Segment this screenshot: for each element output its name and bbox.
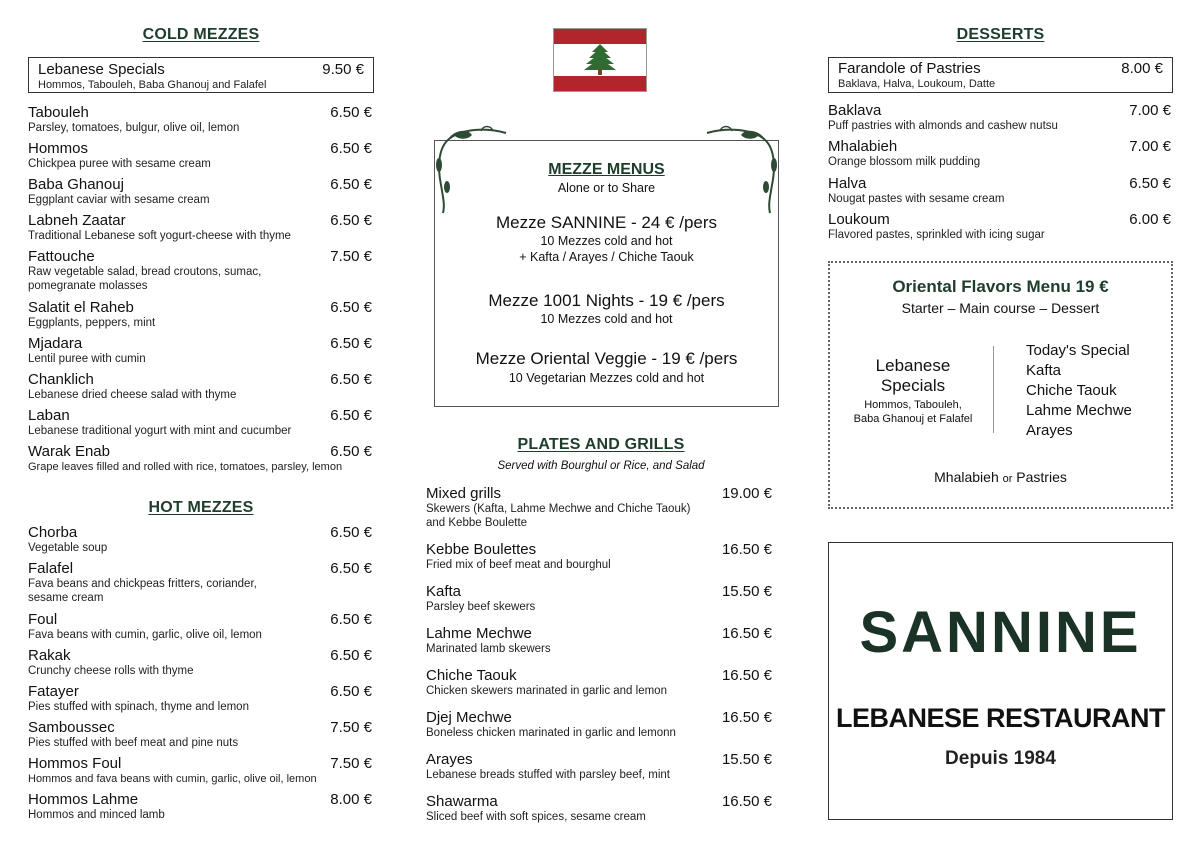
dessert-option: Pastries	[1016, 469, 1067, 485]
flag-graphic	[554, 29, 646, 91]
item-desc: Marinated lamb skewers	[426, 643, 551, 655]
item-price: 6.50 €	[1129, 175, 1171, 192]
item-name: Salatit el Raheb	[28, 299, 134, 316]
item-price: 16.50 €	[721, 709, 772, 726]
cold-mezzes-title: COLD MEZZES	[142, 26, 260, 43]
item-price: 6.50 €	[330, 299, 372, 316]
item-name: Kebbe Boulettes	[426, 541, 537, 558]
main-item: Arayes	[1026, 422, 1073, 439]
main-item: Lahme Mechwe	[1026, 402, 1132, 419]
menu-item	[426, 485, 776, 530]
menu-item	[28, 176, 374, 207]
oriental-menu-box	[828, 261, 1173, 509]
mezze-menus-title: MEZZE MENUS	[548, 161, 665, 178]
item-price: 16.50 €	[721, 625, 772, 642]
item-price: 6.50 €	[330, 176, 372, 193]
starter-desc: Hommos, Tabouleh,	[864, 399, 962, 411]
divider	[993, 346, 994, 433]
item-price: 7.00 €	[1129, 138, 1171, 155]
item-price: 6.00 €	[1129, 211, 1171, 228]
menu-item	[28, 299, 374, 330]
item-price: 7.50 €	[330, 248, 372, 265]
starter-title: Lebanese	[875, 356, 951, 375]
item-desc: Traditional Lebanese soft yogurt-cheese with thyme	[28, 230, 291, 242]
item-price: 6.50 €	[330, 524, 372, 541]
item-price: 6.50 €	[330, 560, 372, 577]
item-desc: Chicken skewers marinated in garlic and lemon	[426, 685, 667, 697]
item-desc: Eggplants, peppers, mint	[28, 317, 156, 329]
item-desc: Pies stuffed with spinach, thyme and lemon	[28, 701, 249, 713]
item-price: 6.50 €	[330, 407, 372, 424]
main-item: Chiche Taouk	[1026, 382, 1117, 399]
item-price: 7.00 €	[1129, 102, 1171, 119]
item-price: 7.50 €	[330, 755, 372, 772]
hot-mezzes-title: HOT MEZZES	[148, 499, 254, 516]
item-desc: Hommos and fava beans with cumin, garlic, olive oil, lemon	[28, 773, 317, 785]
item-desc: Lentil puree with cumin	[28, 353, 146, 365]
item-name: Mjadara	[28, 335, 83, 352]
brand-name: SANNINE	[859, 600, 1142, 665]
item-desc: Skewers (Kafta, Lahme Mechwe and Chiche Taouk) and Kebbe Boulette	[426, 503, 691, 529]
lebanese-flag	[553, 28, 647, 92]
item-price: 6.50 €	[330, 371, 372, 388]
menu-item	[28, 371, 374, 402]
item-name: Rakak	[28, 647, 71, 664]
menu-sannine-name: Mezze SANNINE - 24 € /pers	[495, 213, 718, 232]
item-desc: Puff pastries with almonds and cashew nutsu	[828, 120, 1058, 132]
item-name: Baba Ghanouj	[28, 176, 124, 193]
menu-item	[28, 407, 374, 438]
item-name: Farandole of Pastries	[838, 60, 981, 77]
item-name: Samboussec	[28, 719, 115, 736]
item-price: 6.50 €	[330, 683, 372, 700]
menu-item	[28, 248, 374, 293]
item-desc: Flavored pastes, sprinkled with icing sugar	[828, 229, 1045, 241]
farandole-box	[828, 57, 1173, 93]
menu-1001-name: Mezze 1001 Nights - 19 € /pers	[488, 291, 725, 310]
item-desc: Lebanese traditional yogurt with mint and cucumber	[28, 425, 292, 437]
lebanese-specials-box	[28, 57, 374, 93]
item-desc: Lebanese breads stuffed with parsley beef, mint	[426, 769, 670, 781]
item-desc: Parsley beef skewers	[426, 601, 536, 613]
item-desc: Lebanese dried cheese salad with thyme	[28, 389, 237, 401]
item-price: 6.50 €	[330, 335, 372, 352]
item-price: 6.50 €	[330, 647, 372, 664]
main-item: Today's Special	[1026, 342, 1130, 359]
item-desc: Vegetable soup	[28, 542, 108, 554]
item-price: 9.50 €	[322, 61, 364, 78]
item-price: 6.50 €	[330, 212, 372, 229]
item-name: Laban	[28, 407, 70, 424]
item-name: Falafel	[28, 560, 74, 577]
item-desc: Fried mix of beef meat and bourghul	[426, 559, 611, 571]
menu-item	[828, 102, 1173, 133]
item-price: 16.50 €	[721, 541, 772, 558]
menu-item	[28, 611, 374, 642]
menu-item	[426, 751, 776, 782]
desserts-title: DESSERTS	[956, 26, 1045, 43]
oriental-starter	[838, 356, 988, 426]
item-price: 7.50 €	[330, 719, 372, 736]
item-name: Foul	[28, 611, 58, 628]
item-name: Lebanese Specials	[38, 61, 165, 78]
item-desc: Sliced beef with soft spices, sesame cream	[426, 811, 646, 823]
item-name: Lahme Mechwe	[426, 625, 532, 642]
menu-item	[426, 583, 776, 614]
item-price: 8.00 €	[1121, 60, 1163, 77]
menu-item	[426, 541, 776, 572]
item-name: Baklava	[828, 102, 882, 119]
starter-title: Specials	[880, 376, 946, 395]
item-desc: Boneless chicken marinated in garlic and lemonn	[426, 727, 676, 739]
item-name: Chorba	[28, 524, 78, 541]
brand-box	[828, 542, 1173, 820]
menu-item	[426, 793, 776, 824]
menu-item	[28, 104, 374, 135]
item-name: Loukoum	[828, 211, 890, 228]
item-name: Mhalabieh	[828, 138, 898, 155]
plates-subtitle: Served with Bourghul or Rice, and Salad	[497, 460, 705, 472]
main-item: Kafta	[1026, 362, 1062, 379]
item-desc: Hommos, Tabouleh, Baba Ghanouj and Falafel	[38, 79, 267, 91]
menu-veggie-name: Mezze Oriental Veggie - 19 € /pers	[475, 349, 738, 368]
item-price: 6.50 €	[330, 443, 372, 460]
item-desc: Pies stuffed with beef meat and pine nuts	[28, 737, 239, 749]
item-name: Chiche Taouk	[426, 667, 517, 684]
item-name: Hommos	[28, 140, 89, 157]
item-name: Kafta	[426, 583, 462, 600]
item-price: 16.50 €	[721, 793, 772, 810]
menu-veggie-line: 10 Vegetarian Mezzes cold and hot	[508, 371, 705, 385]
menu-item	[28, 140, 374, 171]
item-desc: Fava beans and chickpeas fritters, coriander, sesame cream	[28, 578, 257, 604]
menu-sannine-line: + Kafta / Arayes / Chiche Taouk	[519, 250, 694, 264]
item-name: Hommos Foul	[28, 755, 122, 772]
item-name: Chanklich	[28, 371, 94, 388]
item-name: Tabouleh	[28, 104, 89, 121]
item-desc: Nougat pastes with sesame cream	[828, 193, 1005, 205]
menu-item	[28, 212, 374, 243]
brand-since: Depuis 1984	[945, 748, 1056, 769]
menu-item	[828, 138, 1173, 169]
menu-item	[828, 175, 1173, 206]
item-name: Shawarma	[426, 793, 498, 810]
item-price: 19.00 €	[721, 485, 772, 502]
dessert-or: or	[1002, 473, 1013, 485]
item-price: 6.50 €	[330, 140, 372, 157]
menu-item	[28, 443, 374, 474]
dessert-option: Mhalabieh	[934, 469, 999, 485]
item-name: Halva	[828, 175, 867, 192]
menu-sannine-line: 10 Mezzes cold and hot	[540, 234, 673, 248]
oriental-title: Oriental Flavors Menu 19 €	[892, 277, 1109, 296]
mezze-menus-box	[434, 140, 779, 407]
item-desc: Raw vegetable salad, bread croutons, sumac, pomegranate molasses	[28, 266, 262, 292]
item-desc: Crunchy cheese rolls with thyme	[28, 665, 194, 677]
item-price: 8.00 €	[330, 791, 372, 808]
item-desc: Fava beans with cumin, garlic, olive oil, lemon	[28, 629, 262, 641]
item-desc: Grape leaves filled and rolled with rice, tomatoes, parsley, lemon	[28, 461, 343, 473]
item-name: Warak Enab	[28, 443, 110, 460]
item-name: Hommos Lahme	[28, 791, 139, 808]
brand-subtitle: LEBANESE RESTAURANT	[835, 703, 1165, 733]
menu-item	[828, 211, 1173, 242]
item-desc: Parsley, tomatoes, bulgur, olive oil, lemon	[28, 122, 240, 134]
oriental-courses: Starter – Main course – Dessert	[901, 300, 1100, 316]
item-desc: Chickpea puree with sesame cream	[28, 158, 211, 170]
menu-item	[28, 560, 374, 605]
item-desc: Baklava, Halva, Loukoum, Datte	[838, 78, 996, 90]
starter-desc: Baba Ghanouj et Falafel	[853, 413, 973, 425]
item-name: Fattouche	[28, 248, 95, 265]
menu-item	[426, 667, 776, 698]
menu-item	[28, 524, 374, 555]
item-name: Fatayer	[28, 683, 79, 700]
menu-item	[426, 709, 776, 740]
item-desc: Hommos and minced lamb	[28, 809, 165, 821]
menu-item	[426, 625, 776, 656]
oriental-mains	[1026, 341, 1132, 441]
item-name: Mixed grills	[426, 485, 502, 502]
menu-item	[28, 335, 374, 366]
menu-item	[28, 791, 374, 822]
item-desc: Eggplant caviar with sesame cream	[28, 194, 210, 206]
item-name: Labneh Zaatar	[28, 212, 126, 229]
item-price: 16.50 €	[721, 667, 772, 684]
mezze-menus-subtitle: Alone or to Share	[557, 181, 656, 195]
oriental-dessert	[830, 469, 1171, 485]
item-price: 15.50 €	[721, 751, 772, 768]
plates-title: PLATES AND GRILLS	[517, 436, 685, 453]
item-price: 6.50 €	[330, 611, 372, 628]
menu-item	[28, 755, 374, 786]
item-name: Arayes	[426, 751, 473, 768]
item-name: Djej Mechwe	[426, 709, 512, 726]
menu-item	[28, 683, 374, 714]
item-price: 15.50 €	[721, 583, 772, 600]
item-price: 6.50 €	[330, 104, 372, 121]
menu-item	[28, 719, 374, 750]
item-desc: Orange blossom milk pudding	[828, 156, 981, 168]
menu-1001-line: 10 Mezzes cold and hot	[540, 312, 673, 326]
menu-item	[28, 647, 374, 678]
